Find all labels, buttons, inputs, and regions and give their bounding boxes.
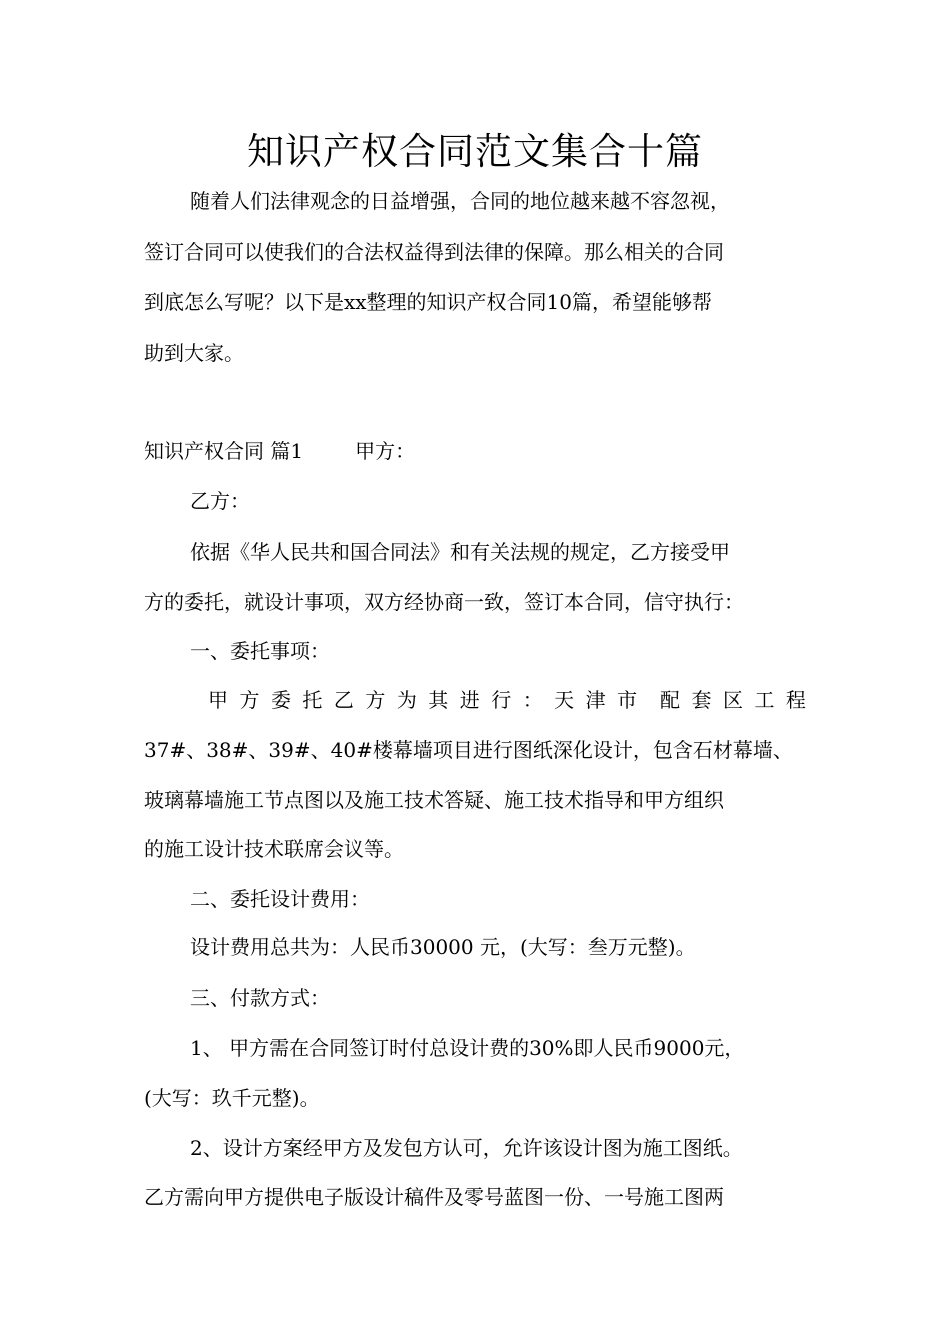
basis-line-2: 方的委托，就设计事项，双方经协商一致，签订本合同，信守执行： xyxy=(144,590,744,614)
intro-line-4: 助到大家。 xyxy=(144,341,244,365)
item1-first-line xyxy=(208,685,806,715)
item1-char: 乙 xyxy=(333,688,354,712)
intro-line-1: 随着人们法律观念的日益增强，合同的地位越来越不容忽视， xyxy=(190,189,730,213)
payment2-line-2: 乙方需向甲方提供电子版设计稿件及零号蓝图一份、一号施工图两 xyxy=(144,1185,724,1209)
item1-line-3: 玻璃幕墙施工节点图以及施工技术答疑、施工技术指导和甲方组织 xyxy=(144,788,724,812)
item1-char: 甲 xyxy=(208,688,228,712)
document-title: 知识产权合同范文集合十篇 xyxy=(247,130,703,173)
item1-char: 津 xyxy=(585,688,606,712)
payment1-line-2: (大写：玖千元整)。 xyxy=(144,1086,320,1110)
item1-char: 托 xyxy=(302,688,323,712)
item1-char: 市 xyxy=(617,688,638,712)
item1-char: 进 xyxy=(459,688,480,712)
section-heading: 知识产权合同 篇1 xyxy=(144,439,304,463)
section-heading-row xyxy=(144,436,814,466)
party-a-label: 甲方： xyxy=(355,439,416,463)
item1-char: 套 xyxy=(691,688,712,712)
item1-char: ： xyxy=(522,688,543,712)
item1-char: 行 xyxy=(491,688,512,712)
item1-char: 其 xyxy=(428,688,449,712)
payment2-line-1: 2、设计方案经甲方及发包方认可，允许该设计图为施工图纸。 xyxy=(190,1136,743,1160)
item1-char: 区 xyxy=(722,688,743,712)
payment1-line-1: 1、 甲方需在合同签订时付总设计费的30%即人民币9000元， xyxy=(190,1036,745,1060)
item1-line-2: 37#、38#、39#、40#楼幕墙项目进行图纸深化设计，包含石材幕墙、 xyxy=(144,738,793,762)
item1-char: 天 xyxy=(554,688,575,712)
item2-title: 二、委托设计费用： xyxy=(190,887,370,911)
item3-title: 三、付款方式： xyxy=(190,986,330,1010)
item1-char: 为 xyxy=(396,688,417,712)
item1-title: 一、委托事项： xyxy=(190,639,330,663)
item1-char: 委 xyxy=(270,688,291,712)
item2-text: 设计费用总共为：人民币30000 元，(大写：叁万元整)。 xyxy=(190,935,696,959)
item1-char: 方 xyxy=(365,688,386,712)
item1-char: 方 xyxy=(239,688,260,712)
basis-line-1: 依据《华人民共和国合同法》和有关法规的规定，乙方接受甲 xyxy=(190,540,730,564)
intro-line-3: 到底怎么写呢？以下是xx整理的知识产权合同10篇，希望能够帮 xyxy=(144,290,713,314)
intro-line-2: 签订合同可以使我们的合法权益得到法律的保障。那么相关的合同 xyxy=(144,240,724,264)
item1-char: 程 xyxy=(785,688,806,712)
item1-line-4: 的施工设计技术联席会议等。 xyxy=(144,837,404,861)
item1-char: 配 xyxy=(660,688,681,712)
item1-char: 工 xyxy=(754,688,775,712)
party-b-label: 乙方： xyxy=(190,489,250,513)
